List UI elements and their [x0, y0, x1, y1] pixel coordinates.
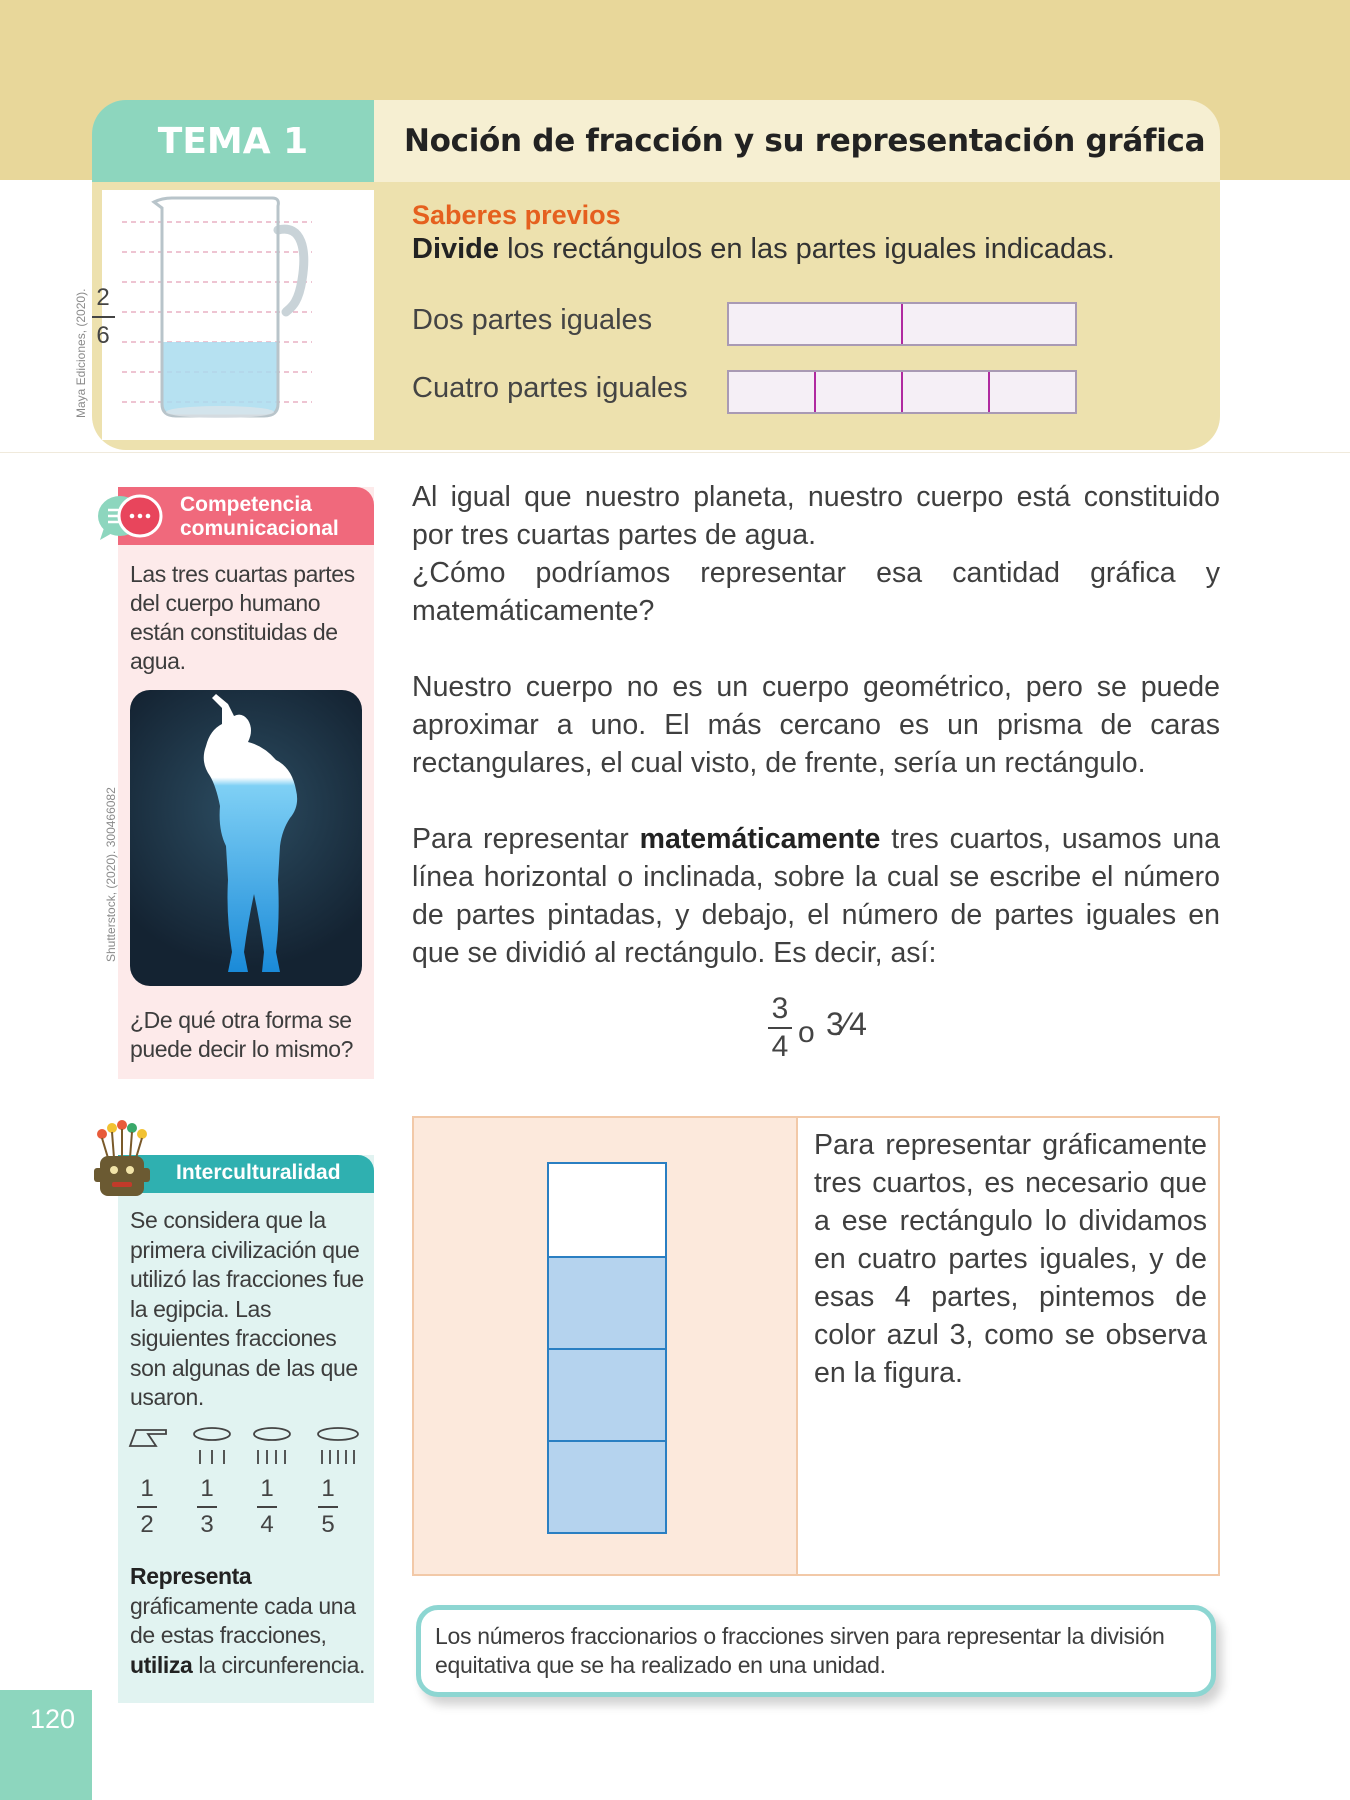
page-title: Noción de fracción y su representación gráfica [404, 123, 1206, 159]
fraction-numerator: 1 [321, 1475, 335, 1502]
jug-credit: Maya Ediciones, (2020). [74, 288, 88, 418]
fraction-bar [197, 1506, 217, 1508]
three-quarters-rectangle [547, 1162, 667, 1534]
rect-part [901, 304, 1075, 344]
divider [0, 452, 1350, 453]
fraction-numerator: 1 [140, 1475, 154, 1502]
egyptian-fraction-half [132, 1474, 162, 1540]
speech-bubbles-icon [96, 488, 166, 548]
shaded-part [549, 1256, 665, 1348]
fraction-or: o [798, 1016, 815, 1049]
human-body-image [130, 690, 362, 986]
fraction-bar [318, 1506, 338, 1508]
rect-part [901, 372, 988, 412]
shaded-part [549, 1440, 665, 1532]
jug-numerator: 2 [96, 284, 110, 311]
water-body-icon [130, 690, 362, 986]
fraction-bar [768, 1027, 792, 1029]
saberes-instruction [412, 233, 1115, 266]
rect-part [814, 372, 901, 412]
interculturalidad-title: Interculturalidad [176, 1161, 341, 1184]
graphic-box [412, 1116, 1220, 1576]
egyptian-fraction-third [192, 1474, 222, 1540]
rect-part [729, 304, 901, 344]
note-box [416, 1605, 1216, 1697]
rect-part [729, 372, 814, 412]
unshaded-part [549, 1164, 665, 1256]
competencia-question: ¿De qué otra forma se puede decir lo mismo? [130, 1007, 353, 1062]
fraction-bar [257, 1506, 277, 1508]
jug-icon [102, 190, 374, 440]
egyptian-fraction-quarter [252, 1474, 282, 1540]
row2-label: Cuatro partes iguales [412, 372, 688, 404]
competencia-text: Las tres cuartas partes del cuerpo humano están constituidas de agua. [130, 561, 355, 674]
fraction-denominator: 5 [321, 1511, 335, 1538]
jug-illustration [96, 190, 374, 440]
graphic-explanation: Para representar gráficamente tres cuartos, es necesario que a ese rectángulo lo dividamos en cuatro partes iguales, y de esas 4 partes, pintemos de color azul 3, como se observa en la figura. [814, 1129, 1207, 1389]
fraction-denominator: 4 [771, 1030, 789, 1063]
task-verb-2: utiliza [130, 1651, 193, 1678]
instruction-verb: Divide [412, 233, 500, 265]
mask-icon [86, 1118, 158, 1204]
p4-bold: matemáticamente [639, 823, 881, 855]
fraction-bar [137, 1506, 157, 1508]
competencia-title-line2: comunicacional [180, 517, 339, 540]
interculturalidad-task [130, 1562, 370, 1680]
note-text: Los números fraccionarios o fracciones sirven para representar la división equitativa que se ha realizado en una unidad. [435, 1623, 1165, 1678]
header-card [92, 100, 1220, 450]
fraction-numerator: 1 [200, 1475, 214, 1502]
egyptian-glyphs-icon [126, 1422, 366, 1472]
fraction-denominator: 4 [260, 1511, 274, 1538]
task-verb-1: Representa [130, 1563, 252, 1589]
jug-fraction [92, 282, 118, 352]
tema-label-box [92, 100, 374, 182]
paragraph-1: Al igual que nuestro planeta, nuestro cuerpo está constituido por tres cuartas partes de agua. [412, 481, 1220, 551]
graphic-panel [414, 1118, 798, 1574]
task-end: la circunferencia. [192, 1651, 366, 1678]
two-parts-rectangle[interactable] [727, 302, 1077, 346]
fraction-denominator: 2 [140, 1511, 154, 1538]
three-quarters-fraction [765, 993, 795, 1063]
inline-fraction: 3⁄4 [826, 1006, 867, 1042]
page-number: 120 [30, 1704, 76, 1734]
competencia-title [180, 493, 339, 541]
tema-label: TEMA 1 [157, 120, 309, 162]
egyptian-fraction-fifth [313, 1474, 343, 1540]
row1-label: Dos partes iguales [412, 304, 653, 336]
title-bar [374, 100, 1220, 182]
saberes-title: Saberes previos [412, 200, 621, 230]
interculturalidad-text: Se considera que la primera civilización que utilizó las fracciones fue la egipcia. Las siguientes fracciones son algunas de las que usaron. [130, 1207, 364, 1410]
shaded-part [549, 1348, 665, 1440]
jug-denominator: 6 [96, 322, 110, 349]
fraction-denominator: 3 [200, 1511, 214, 1538]
fraction-numerator: 1 [260, 1475, 274, 1502]
page-number-box [0, 1690, 92, 1800]
task-text: gráficamente cada una de estas fracciones, [130, 1592, 356, 1648]
fraction-bar [92, 316, 115, 318]
image-credit: Shutterstock, (2020). 300466082 [104, 787, 118, 962]
paragraph-2: ¿Cómo podríamos representar esa cantidad gráfica y matemáticamente? [412, 557, 1220, 627]
paragraph-4 [412, 820, 1220, 972]
paragraph-3: Nuestro cuerpo no es un cuerpo geométrico, pero se puede aproximar a uno. El más cercano es un prisma de caras rectangulares, el cual visto, de frente, sería un rectángulo. [412, 671, 1220, 779]
fraction-numerator: 3 [771, 992, 789, 1025]
rect-part [988, 372, 1075, 412]
p4-start: Para representar [412, 823, 640, 855]
four-parts-rectangle[interactable] [727, 370, 1077, 414]
competencia-title-line1: Competencia [180, 493, 312, 516]
instruction-rest: los rectángulos en las partes iguales indicadas. [499, 233, 1115, 265]
p4-end: tres cuartos, usamos una línea horizontal o inclinada, sobre la cual se escribe el número de partes pintadas, y debajo, el número de partes iguales en que se dividió al rectángulo. Es decir, así: [412, 823, 1220, 969]
